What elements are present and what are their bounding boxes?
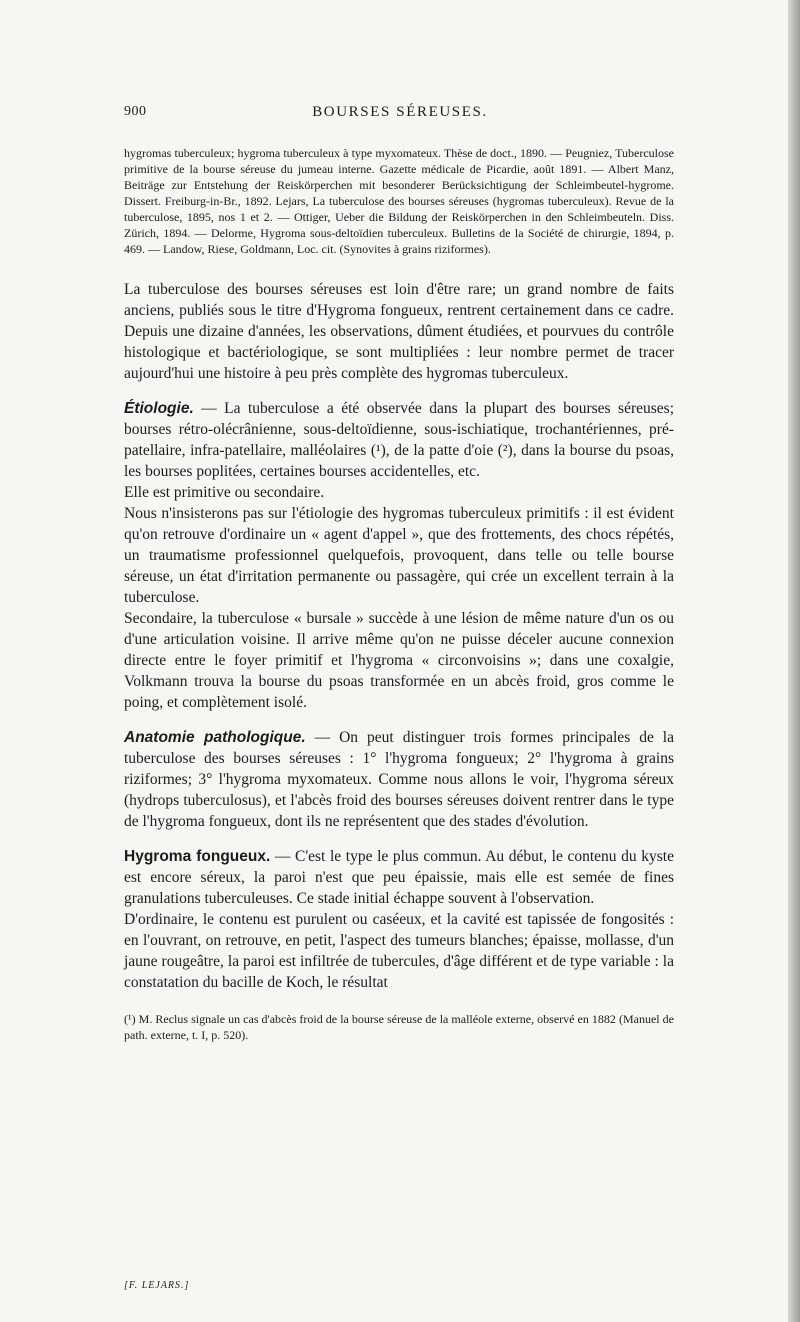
page-number: 900 — [124, 104, 147, 119]
footnote: (¹) M. Reclus signale un cas d'abcès froid de la bourse séreuse de la malléole externe, observé en 1882 (Manuel de path. externe, t. I, p. 520). — [124, 1012, 674, 1042]
page-header — [0, 104, 800, 124]
bibliography-paragraph: hygromas tuberculeux; hygroma tuberculeux à type myxomateux. Thèse de doct., 1890. — Peugniez, Tuberculose primitive de la bourse séreuse du jumeau interne. Gazette médicale de Picardie, août 1891. — Albert Manz, Beiträge zur Entstehung der Reiskörperchen mit besonderer Berücksichtigung der Schleimbeutel-hygrome. Dissert. Freiburg-in-Br., 1892. Lejars, La tuberculose des bourses séreuses (hygromas tuberculeux). Revue de la tuberculose, 1895, nos 1 et 2. — Ottiger, Ueber die Bildung der Reiskörperchen in den Schleimbeuteln. Diss. Zürich, 1894. — Delorme, Hygroma sous-deltoïdien tuberculeux. Bulletins de la Société de chirurgie, 1894, p. 469. — Landow, Riese, Goldmann, Loc. cit. (Synovites à grains riziformes). — [124, 146, 674, 256]
etiologie-paragraph-3: Nous n'insisterons pas sur l'étiologie des hygromas tuberculeux primitifs : il est évident qu'on retrouve d'ordinaire un « agent d'appel », que des frottements, des chocs répétés, un traumatisme professionnel quelquefois, provoquent, dans telle ou telle bourse séreuse, un état d'irritation permanente ou passagère, qui crée un excellent terrain à la tuberculose. — [124, 505, 674, 606]
hygroma-paragraph-1: — C'est le type le plus commun. Au début, le contenu du kyste est encore séreux, la paroi n'est que peu épaissie, mais elle est semée de fines granulations tuberculeuses. Ce stade initial échappe souvent à l'observation. — [124, 848, 674, 907]
section-heading-etiologie: Étiologie. — [124, 400, 194, 417]
running-title: BOURSES SÉREUSES. — [312, 104, 488, 120]
section-etiologie — [124, 398, 674, 713]
hygroma-paragraph-2: D'ordinaire, le contenu est purulent ou caséeux, et la cavité est tapissée de fongosités : en l'ouvrant, on retrouve, en petit, l'aspect des tumeurs blanches; épaisse, mollasse, d'un jaune rougeâtre, la paroi est infiltrée de tubercules, d'âge différent et de type variable : la constatation du bacille de Koch, le résultat — [124, 911, 674, 991]
etiologie-paragraph-1: — La tuberculose a été observée dans la plupart des bourses séreuses; bourses rétro-olécrânienne, sous-deltoïdienne, sous-ischiatique, trochantériennes, pré-patellaire, infra-patellaire, malléolaires (¹), de la patte d'oie (²), dans la bourse du psoas, les bourses poplitées, certaines bourses accidentelles, etc. — [124, 400, 674, 480]
page-edge — [788, 0, 800, 1322]
author-signature: [F. LEJARS.] — [124, 1280, 190, 1291]
section-heading-hygroma: Hygroma fongueux. — [124, 848, 271, 865]
section-heading-anatomie: Anatomie pathologique. — [124, 729, 306, 746]
section-hygroma — [124, 846, 674, 993]
etiologie-paragraph-4: Secondaire, la tuberculose « bursale » succède à une lésion de même nature d'un os ou d'une articulation voisine. Il arrive même qu'on ne puisse déceler aucune connexion directe entre le foyer primitif et l'hygroma « circonvoisins »; dans une coxalgie, Volkmann trouva la bourse du psoas transformée en un abcès froid, gros comme le poing, et complètement isolé. — [124, 610, 674, 711]
page-content — [124, 145, 674, 1055]
intro-paragraph: La tuberculose des bourses séreuses est loin d'être rare; un grand nombre de faits anciens, publiés sous le titre d'Hygroma fongueux, rentrent certainement dans ce cadre. Depuis une dizaine d'années, les observations, dûment étudiées, et pourvues du contrôle histologique et bactériologique, se sont multipliées : leur nombre permet de tracer aujourd'hui une histoire à peu près complète des hygromas tuberculeux. — [124, 281, 674, 382]
anatomie-paragraph-1: — On peut distinguer trois formes principales de la tuberculose des bourses séreuses : 1° l'hygroma fongueux; 2° l'hygroma à grains riziformes; 3° l'hygroma myxomateux. Comme nous allons le voir, l'hygroma séreux (hydrops tuberculosus), et l'abcès froid des bourses séreuses doivent rentrer dans le type de l'hygroma fongueux, dont ils ne représentent que des stades d'évolution. — [124, 729, 674, 830]
etiologie-paragraph-2: Elle est primitive ou secondaire. — [124, 484, 325, 501]
section-anatomie — [124, 727, 674, 832]
